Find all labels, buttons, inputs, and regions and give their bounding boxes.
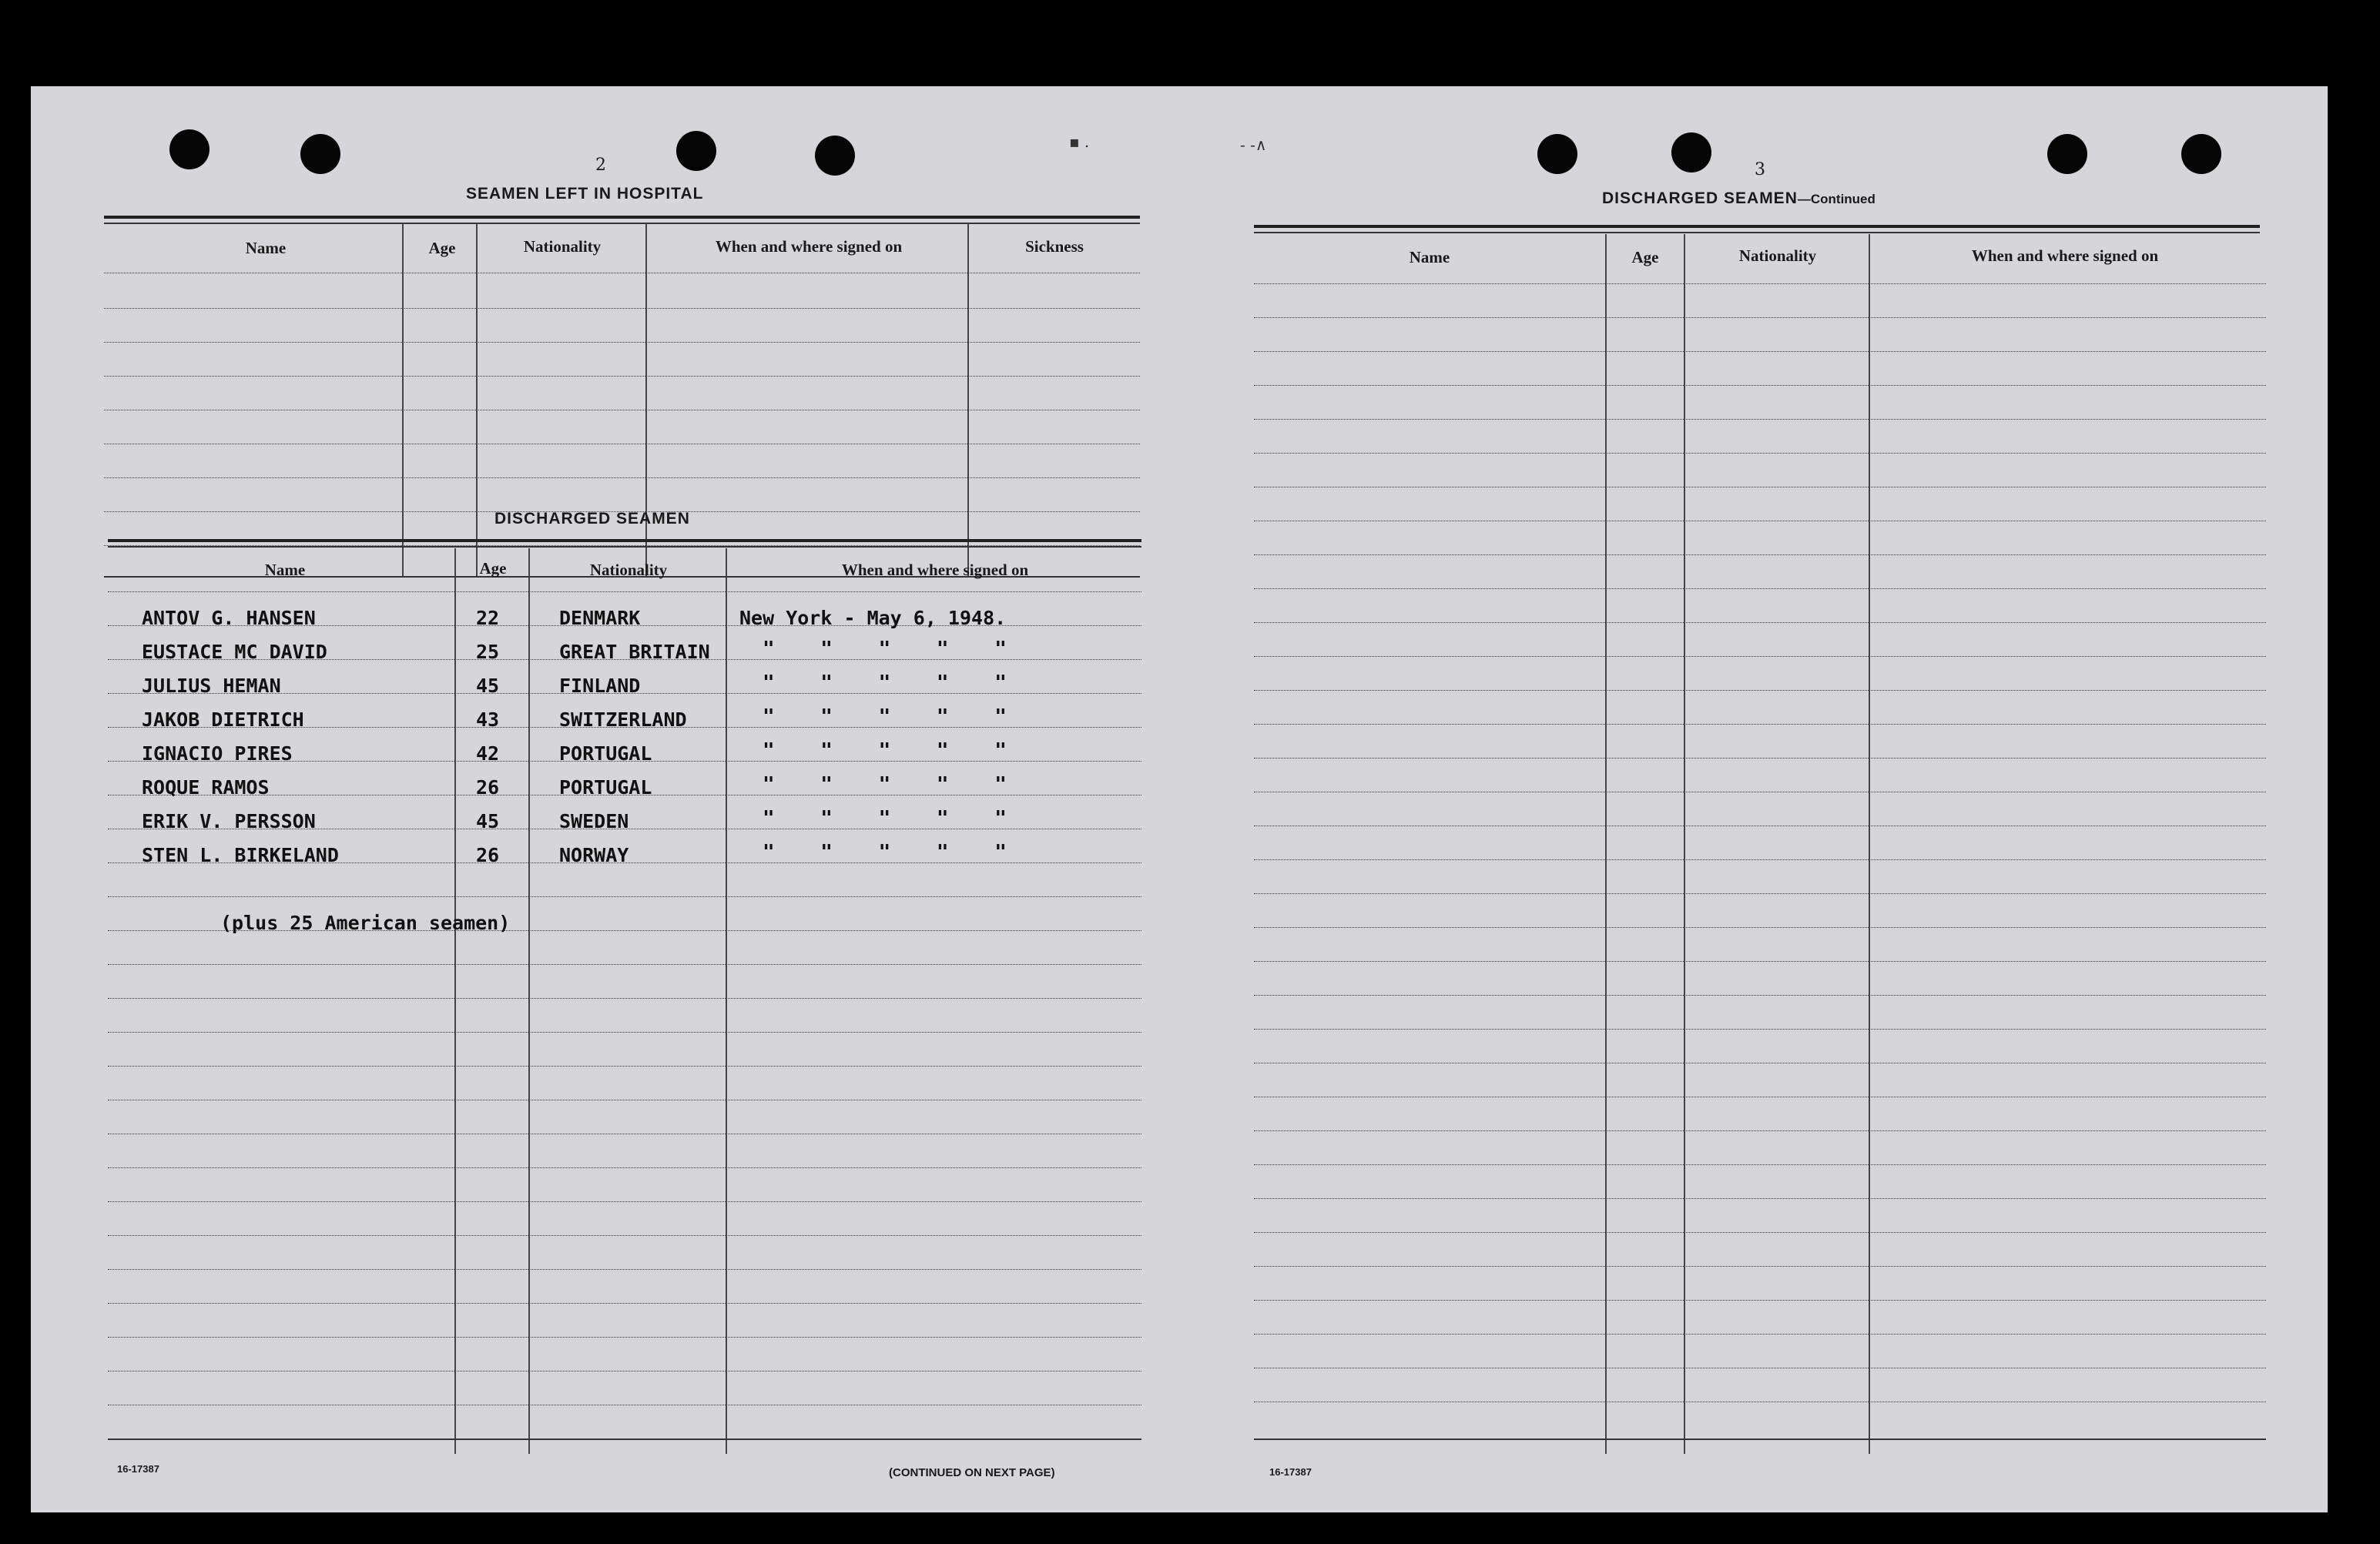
discharged-row-line [108, 591, 1141, 592]
seaman-name: STEN L. BIRKELAND [142, 844, 339, 866]
right-row-line [1254, 1130, 2266, 1131]
seaman-nationality: FINLAND [559, 675, 641, 697]
continued-title-main: DISCHARGED SEAMEN [1602, 189, 1798, 207]
seaman-signed-on: " " " " " [763, 739, 1007, 762]
right-row-line [1254, 317, 2266, 318]
discharged-top-rule-2 [108, 546, 1141, 548]
continued-title-suffix: —Continued [1797, 192, 1876, 206]
form-number-right: 16-17387 [1269, 1466, 1312, 1478]
seaman-signed-on: " " " " " [763, 638, 1007, 661]
seaman-age: 45 [476, 810, 500, 832]
right-row-line [1254, 588, 2266, 589]
binder-hole [815, 136, 855, 176]
hospital-header-nationality: Nationality [523, 237, 602, 256]
right-row-line [1254, 1198, 2266, 1199]
right-row-line [1254, 1300, 2266, 1301]
seaman-name: JAKOB DIETRICH [142, 708, 304, 731]
hospital-row-line [104, 308, 1140, 309]
continued-section-title [1602, 189, 1876, 208]
seaman-age: 26 [476, 776, 500, 799]
seaman-signed-on: " " " " " [763, 773, 1007, 796]
seaman-signed-on: " " " " " [763, 807, 1007, 830]
right-header-nationality: Nationality [1738, 246, 1817, 265]
right-row-line [1254, 554, 2266, 555]
seaman-signed-on: " " " " " [763, 672, 1007, 695]
seaman-age: 42 [476, 742, 500, 765]
right-header-age: Age [1631, 248, 1659, 266]
right-row-line [1254, 656, 2266, 657]
right-row-line [1254, 1266, 2266, 1267]
right-header-name: Name [1409, 248, 1450, 266]
seaman-signed-on: " " " " " [763, 705, 1007, 728]
hospital-col-divider [967, 223, 969, 578]
seaman-age: 45 [476, 675, 500, 697]
hospital-row-line [104, 376, 1140, 377]
hospital-top-rule [104, 216, 1140, 219]
hospital-header-signed-on: When and where signed on [715, 237, 903, 256]
binder-hole [1671, 132, 1711, 172]
right-row-line [1254, 1164, 2266, 1165]
seaman-age: 25 [476, 641, 500, 663]
ink-smudge: ▪ . [1069, 132, 1090, 151]
right-row-line [1254, 453, 2266, 454]
right-row-line [1254, 995, 2266, 996]
discharged-row-line [108, 1269, 1141, 1270]
discharged-header-nationality: Nationality [589, 561, 668, 579]
seaman-name: JULIUS HEMAN [142, 675, 281, 697]
right-col-divider [1605, 234, 1607, 1454]
binder-hole [2181, 134, 2221, 174]
seaman-name: IGNACIO PIRES [142, 742, 293, 765]
seaman-nationality: NORWAY [559, 844, 629, 866]
right-row-line [1254, 1334, 2266, 1335]
right-row-line [1254, 859, 2266, 860]
discharged-row-line [108, 1167, 1141, 1168]
discharged-top-rule [108, 539, 1141, 542]
discharged-row-line [108, 896, 1141, 897]
seaman-name: ERIK V. PERSSON [142, 810, 316, 832]
right-col-divider [1869, 234, 1870, 1454]
ink-smudge: - -∧ [1240, 136, 1267, 154]
right-row-line [1254, 385, 2266, 386]
discharged-row-line [108, 1371, 1141, 1372]
seaman-name: ANTOV G. HANSEN [142, 607, 316, 629]
binder-hole [2047, 134, 2087, 174]
discharged-section-title: DISCHARGED SEAMEN [494, 510, 690, 528]
right-header-signed-on: When and where signed on [1971, 246, 2159, 265]
right-bottom-rule [1254, 1438, 2266, 1440]
record-sheet [31, 86, 2328, 1512]
right-row-line [1254, 724, 2266, 725]
right-col-divider [1684, 234, 1685, 1454]
seaman-nationality: SWITZERLAND [559, 708, 687, 731]
seaman-signed-on: New York - May 6, 1948. [739, 607, 1007, 629]
discharged-header-name: Name [264, 561, 306, 579]
binder-hole [169, 129, 210, 169]
right-row-line [1254, 351, 2266, 352]
discharged-col-divider [726, 548, 727, 1454]
right-top-rule [1254, 225, 2260, 228]
seaman-signed-on: " " " " " [763, 841, 1007, 864]
seaman-age: 43 [476, 708, 500, 731]
seaman-name: ROQUE RAMOS [142, 776, 270, 799]
discharged-row-line [108, 1201, 1141, 1202]
right-row-line [1254, 1232, 2266, 1233]
binder-hole [1537, 134, 1577, 174]
seaman-name: EUSTACE MC DAVID [142, 641, 327, 663]
hospital-section-title: SEAMEN LEFT IN HOSPITAL [466, 185, 704, 203]
discharged-col-divider [454, 548, 456, 1454]
right-row-line [1254, 893, 2266, 894]
hospital-header-age: Age [428, 239, 456, 257]
hospital-top-rule-2 [104, 223, 1140, 224]
discharged-header-signed-on: When and where signed on [841, 561, 1029, 579]
hospital-row-line [104, 342, 1140, 343]
right-top-rule-2 [1254, 232, 2260, 233]
right-row-line [1254, 961, 2266, 962]
binder-hole [676, 131, 716, 171]
hospital-header-sickness: Sickness [1025, 237, 1084, 256]
american-seamen-note: (plus 25 American seamen) [220, 912, 511, 934]
discharged-row-line [108, 1032, 1141, 1033]
discharged-row-line [108, 1337, 1141, 1338]
right-row-line [1254, 419, 2266, 420]
discharged-row-line [108, 1235, 1141, 1236]
hospital-col-divider [402, 223, 404, 578]
discharged-row-line [108, 1303, 1141, 1304]
right-row-line [1254, 927, 2266, 928]
right-row-line [1254, 758, 2266, 759]
seaman-nationality: PORTUGAL [559, 776, 652, 799]
discharged-bottom-rule [108, 1438, 1141, 1440]
continued-note: (CONTINUED ON NEXT PAGE) [889, 1466, 1055, 1479]
right-row-line [1254, 690, 2266, 691]
discharged-row-line [108, 1066, 1141, 1067]
binder-hole [300, 134, 340, 174]
right-row-line [1254, 283, 2266, 284]
seaman-nationality: SWEDEN [559, 810, 629, 832]
hospital-col-divider [476, 223, 478, 578]
discharged-header-age: Age [479, 559, 507, 578]
page-number-right: 3 [1755, 160, 1765, 179]
right-row-line [1254, 622, 2266, 623]
seaman-nationality: DENMARK [559, 607, 641, 629]
page-number-left: 2 [595, 156, 606, 175]
seaman-nationality: PORTUGAL [559, 742, 652, 765]
discharged-col-divider [528, 548, 530, 1454]
discharged-row-line [108, 964, 1141, 965]
form-number-left: 16-17387 [117, 1463, 159, 1475]
discharged-row-line [108, 998, 1141, 999]
seaman-age: 26 [476, 844, 500, 866]
hospital-header-name: Name [245, 239, 287, 257]
right-row-line [1254, 1029, 2266, 1030]
seaman-age: 22 [476, 607, 500, 629]
seaman-nationality: GREAT BRITAIN [559, 641, 710, 663]
hospital-row-line [104, 477, 1140, 478]
